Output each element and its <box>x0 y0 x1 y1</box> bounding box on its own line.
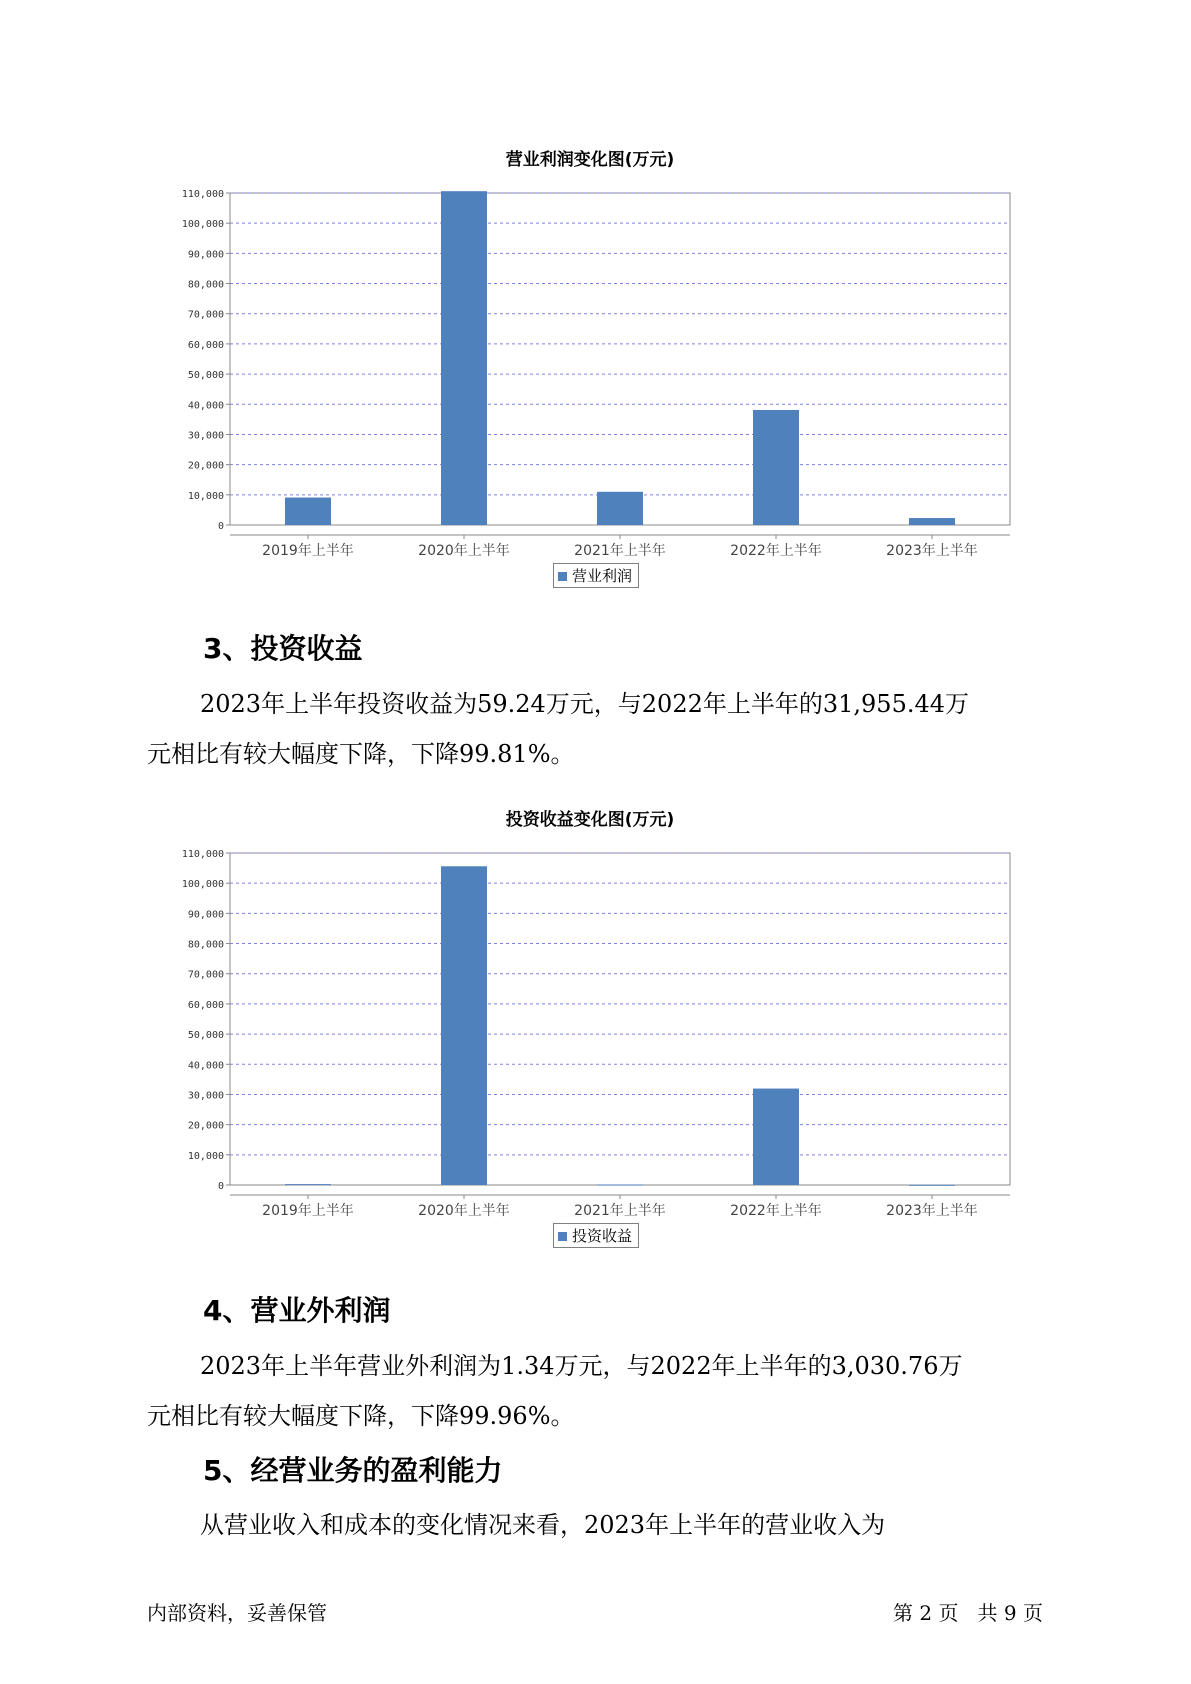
section-heading-profitability: 5、经营业务的盈利能力 <box>203 1454 503 1487</box>
paragraph-line: 元相比有较大幅度下降，下降99.96%。 <box>147 1402 575 1430</box>
y-tick-label: 110,000 <box>181 849 224 860</box>
legend-swatch <box>558 1232 567 1241</box>
legend-swatch <box>558 572 567 581</box>
paragraph-non-operating-profit <box>147 1341 1047 1441</box>
section-heading-non-operating-profit: 4、营业外利润 <box>203 1294 391 1327</box>
y-tick-label: 80,000 <box>187 939 224 951</box>
x-tick-label: 2022年上半年 <box>730 543 822 559</box>
y-tick-label: 10,000 <box>187 490 224 502</box>
investment-income-chart <box>150 800 1030 1255</box>
chart-plot <box>150 185 1030 585</box>
paragraph-investment-income <box>147 679 1047 779</box>
y-tick-label: 30,000 <box>187 430 224 442</box>
bar <box>909 518 955 525</box>
operating-profit-chart <box>150 140 1030 595</box>
y-tick-label: 100,000 <box>181 879 224 891</box>
bar <box>753 410 799 525</box>
bar <box>753 1089 799 1185</box>
y-tick-label: 0 <box>217 1181 224 1192</box>
y-tick-label: 20,000 <box>187 1120 224 1132</box>
chart-title: 投资收益变化图(万元) <box>505 810 675 830</box>
y-tick-label: 0 <box>217 521 224 532</box>
footer-note: 内部资料，妥善保管 <box>147 1601 327 1625</box>
x-tick-label: 2023年上半年 <box>886 1203 978 1219</box>
y-tick-label: 70,000 <box>187 969 224 981</box>
bar <box>441 866 487 1185</box>
chart-plot <box>150 845 1030 1245</box>
y-tick-label: 40,000 <box>187 400 224 412</box>
plot-area <box>230 853 1010 1185</box>
page-number: 第 2 页 共 9 页 <box>893 1601 1043 1625</box>
y-tick-label: 90,000 <box>187 249 224 261</box>
y-tick-label: 80,000 <box>187 279 224 291</box>
y-tick-label: 50,000 <box>187 370 224 382</box>
y-tick-label: 20,000 <box>187 460 224 472</box>
legend-label: 营业利润 <box>572 567 633 585</box>
bar <box>285 1184 331 1185</box>
chart-legend <box>553 1223 639 1248</box>
y-tick-label: 40,000 <box>187 1060 224 1072</box>
x-tick-label: 2019年上半年 <box>262 543 354 559</box>
y-tick-label: 60,000 <box>187 339 224 351</box>
x-tick-label: 2023年上半年 <box>886 543 978 559</box>
y-tick-label: 90,000 <box>187 909 224 921</box>
x-tick-label: 2021年上半年 <box>574 543 666 559</box>
bar <box>441 191 487 525</box>
paragraph-line: 2023年上半年营业外利润为1.34万元，与2022年上半年的3,030.76万 <box>200 1352 963 1380</box>
chart-title: 营业利润变化图(万元) <box>505 150 675 170</box>
y-tick-label: 30,000 <box>187 1090 224 1102</box>
paragraph-profitability <box>147 1500 1047 1550</box>
x-tick-label: 2022年上半年 <box>730 1203 822 1219</box>
x-tick-label: 2021年上半年 <box>574 1203 666 1219</box>
paragraph-line: 从营业收入和成本的变化情况来看，2023年上半年的营业收入为 <box>200 1511 886 1539</box>
y-tick-label: 10,000 <box>187 1150 224 1162</box>
section-heading-investment-income: 3、投资收益 <box>203 632 363 665</box>
y-tick-label: 70,000 <box>187 309 224 321</box>
y-tick-label: 60,000 <box>187 999 224 1011</box>
x-tick-label: 2020年上半年 <box>418 543 510 559</box>
bar <box>597 492 643 525</box>
paragraph-line: 元相比有较大幅度下降，下降99.81%。 <box>147 740 575 768</box>
chart-legend <box>553 563 639 588</box>
y-tick-label: 110,000 <box>181 189 224 200</box>
legend-label: 投资收益 <box>572 1227 633 1245</box>
y-tick-label: 50,000 <box>187 1030 224 1042</box>
paragraph-line: 2023年上半年投资收益为59.24万元，与2022年上半年的31,955.44万 <box>200 690 970 718</box>
plot-area <box>230 193 1010 525</box>
x-tick-label: 2020年上半年 <box>418 1203 510 1219</box>
bar <box>597 1185 643 1186</box>
y-tick-label: 100,000 <box>181 219 224 231</box>
bar <box>909 1185 955 1186</box>
x-tick-label: 2019年上半年 <box>262 1203 354 1219</box>
bar <box>285 498 331 525</box>
